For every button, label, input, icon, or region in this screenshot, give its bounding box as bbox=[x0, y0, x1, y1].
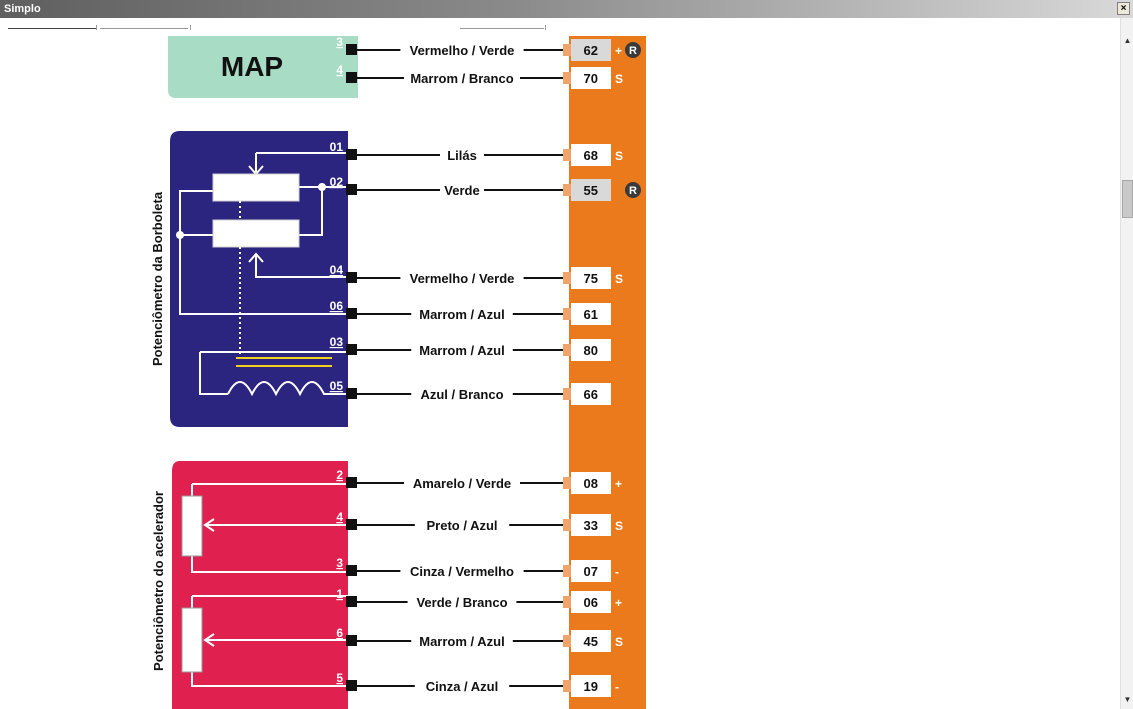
terminal-number: 62 bbox=[583, 43, 598, 58]
positive-mark: + bbox=[615, 44, 623, 58]
wire-label: Verde bbox=[444, 183, 480, 198]
wire-label: Lilás bbox=[447, 148, 477, 163]
pin-number: 02 bbox=[329, 175, 343, 189]
signal-mark: S bbox=[615, 635, 624, 649]
scroll-down-arrow-icon[interactable]: ▼ bbox=[1123, 695, 1132, 704]
wire-label: Marrom / Azul bbox=[419, 343, 505, 358]
terminal-pad bbox=[563, 596, 571, 608]
tab-divider bbox=[190, 25, 191, 30]
positive-mark: + bbox=[615, 477, 623, 491]
wire-label: Marrom / Branco bbox=[410, 71, 514, 86]
terminal-number: 75 bbox=[583, 271, 598, 286]
window-titlebar bbox=[0, 0, 1133, 18]
tab-divider bbox=[96, 25, 97, 30]
pin-connector bbox=[346, 635, 357, 646]
junction-dot bbox=[318, 183, 326, 191]
wire-label: Amarelo / Verde bbox=[412, 476, 512, 491]
terminal-pad bbox=[563, 184, 571, 196]
signal-mark: S bbox=[615, 149, 624, 163]
accelerator-label: Potenciômetro do acelerador bbox=[151, 491, 166, 671]
pin-number: 06 bbox=[329, 299, 343, 313]
pin-connector bbox=[346, 149, 357, 160]
terminal-pad bbox=[563, 44, 571, 56]
wire-label: Vermelho / Verde bbox=[409, 271, 515, 286]
pin-number: 1 bbox=[336, 587, 343, 601]
signal-mark: S bbox=[615, 72, 624, 86]
terminal-number: 61 bbox=[583, 307, 598, 322]
junction-dot bbox=[176, 231, 184, 239]
close-button[interactable]: × bbox=[1117, 2, 1130, 15]
pin-connector bbox=[346, 308, 357, 319]
wire-label: Azul / Branco bbox=[420, 387, 504, 402]
pin-number: 3 bbox=[336, 36, 343, 49]
tab-1-underline[interactable] bbox=[8, 28, 96, 29]
scroll-up-arrow-icon[interactable]: ▲ bbox=[1123, 36, 1132, 45]
pin-connector bbox=[346, 272, 357, 283]
negative-mark: - bbox=[615, 680, 619, 694]
reference-mark: R bbox=[629, 185, 637, 197]
resistor-element-upper bbox=[213, 174, 299, 201]
pin-connector bbox=[346, 596, 357, 607]
pin-number: 03 bbox=[329, 335, 343, 349]
wire-label: Vermelho / Verde bbox=[409, 43, 515, 58]
terminal-pad bbox=[563, 72, 571, 84]
terminal-pad bbox=[563, 272, 571, 284]
terminal-number: 33 bbox=[583, 518, 598, 533]
terminal-pad bbox=[563, 149, 571, 161]
wire-label: Marrom / Azul bbox=[419, 307, 505, 322]
wire-label: Cinza / Azul bbox=[425, 679, 499, 694]
terminal-number: 08 bbox=[583, 476, 598, 491]
resistor-element-lower bbox=[213, 220, 299, 247]
pin-connector bbox=[346, 72, 357, 83]
pin-connector bbox=[346, 565, 357, 576]
pin-number: 5 bbox=[336, 671, 343, 685]
pin-connector bbox=[346, 388, 357, 399]
map-sensor-box bbox=[168, 36, 358, 98]
wire-label: Verde / Branco bbox=[416, 595, 508, 610]
negative-mark: - bbox=[615, 565, 619, 579]
tab-2-underline[interactable] bbox=[100, 28, 188, 29]
pin-connector bbox=[346, 519, 357, 530]
pin-number: 4 bbox=[336, 63, 343, 77]
pin-number: 04 bbox=[329, 263, 343, 277]
terminal-number: 80 bbox=[583, 343, 598, 358]
terminal-number: 70 bbox=[583, 71, 598, 86]
wire-label: Preto / Azul bbox=[426, 518, 498, 533]
scroll-thumb[interactable] bbox=[1122, 180, 1133, 218]
terminal-number: 66 bbox=[583, 387, 598, 402]
terminal-number: 19 bbox=[583, 679, 598, 694]
reference-mark: R bbox=[629, 45, 637, 57]
terminal-pad bbox=[563, 635, 571, 647]
tab-divider bbox=[545, 25, 546, 30]
signal-mark: S bbox=[615, 272, 624, 286]
window-title: Simplo bbox=[4, 3, 41, 15]
terminal-number: 45 bbox=[583, 634, 598, 649]
positive-mark: + bbox=[615, 596, 623, 610]
pedal-resistor-2 bbox=[182, 608, 202, 672]
throttle-potentiometer-box bbox=[150, 131, 348, 427]
signal-mark: S bbox=[615, 519, 624, 533]
pin-number: 05 bbox=[329, 379, 343, 393]
tab-3-underline[interactable] bbox=[460, 28, 544, 29]
wire-label: Marrom / Azul bbox=[419, 634, 505, 649]
tab-strip bbox=[0, 18, 1120, 36]
wire-label: Cinza / Vermelho bbox=[409, 564, 515, 579]
pin-number: 4 bbox=[336, 510, 343, 524]
pin-connector bbox=[346, 477, 357, 488]
terminal-number: 07 bbox=[583, 564, 598, 579]
pin-connector bbox=[346, 44, 357, 55]
pin-connector bbox=[346, 344, 357, 355]
accelerator-potentiometer-box bbox=[151, 461, 348, 709]
terminal-pad bbox=[563, 344, 571, 356]
throttle-label: Potenciômetro da Borboleta bbox=[150, 191, 165, 367]
pin-number: 6 bbox=[336, 626, 343, 640]
wiring-diagram bbox=[0, 36, 1120, 709]
terminal-pad bbox=[563, 388, 571, 400]
terminal-number: 06 bbox=[583, 595, 598, 610]
terminal-pad bbox=[563, 565, 571, 577]
terminal-pad bbox=[563, 519, 571, 531]
pedal-resistor-1 bbox=[182, 496, 202, 556]
terminal-pad bbox=[563, 680, 571, 692]
pin-number: 3 bbox=[336, 556, 343, 570]
terminal-pad bbox=[563, 308, 571, 320]
map-label: MAP bbox=[220, 51, 284, 82]
terminal-pad bbox=[563, 477, 571, 489]
pin-number: 01 bbox=[329, 140, 343, 154]
terminal-number: 55 bbox=[583, 183, 598, 198]
vertical-scrollbar[interactable] bbox=[1120, 18, 1133, 709]
pin-connector bbox=[346, 184, 357, 195]
terminal-number: 68 bbox=[583, 148, 598, 163]
pin-number: 2 bbox=[336, 468, 343, 482]
pin-connector bbox=[346, 680, 357, 691]
